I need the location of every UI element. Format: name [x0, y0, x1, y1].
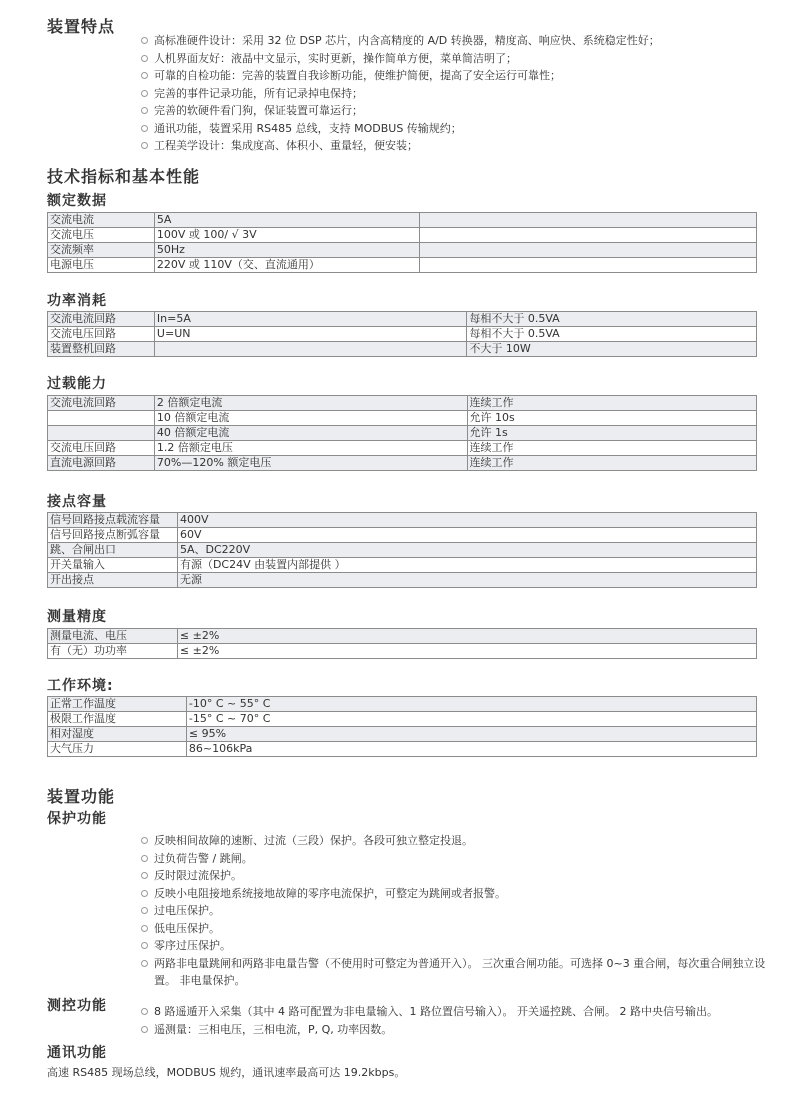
- environment-row: [48, 697, 757, 712]
- overload-cell: 允许 1s: [467, 426, 757, 441]
- rated-cell: 5A: [154, 213, 419, 228]
- protection-item: 反映小电阻接地系统接地故障的零序电流保护，可整定为跳闸或者报警。: [140, 885, 778, 903]
- contact-cell: 60V: [177, 528, 756, 543]
- contact-cell: 400V: [177, 513, 756, 528]
- rated-cell: 交流频率: [48, 243, 155, 258]
- communication-text: 高速 RS485 现场总线，MODBUS 规约，通讯速率最高可达 19.2kbps。: [47, 1066, 406, 1079]
- accuracy-row: [48, 644, 757, 659]
- environment-cell: 极限工作温度: [48, 712, 187, 727]
- environment-row: [48, 742, 757, 757]
- accuracy-table: [47, 628, 757, 659]
- accuracy-cell: ≤ ±2%: [177, 629, 756, 644]
- accuracy-cell: 测量电流、电压: [48, 629, 178, 644]
- environment-cell: 86~106kPa: [186, 742, 756, 757]
- overload-cell: 连续工作: [467, 441, 757, 456]
- rated-row: [48, 243, 757, 258]
- contact-row: [48, 573, 757, 588]
- rated-cell: 交流电流: [48, 213, 155, 228]
- environment-table: [47, 696, 757, 757]
- environment-cell: -15° C ~ 70° C: [186, 712, 756, 727]
- overload-cell: 70%—120% 额定电压: [154, 456, 467, 471]
- rated-cell: [419, 228, 756, 243]
- overload-cell: [48, 411, 155, 426]
- power-cell: In=5A: [154, 312, 466, 327]
- contact-cell: 开关量输入: [48, 558, 178, 573]
- rated-row: [48, 213, 757, 228]
- features-list: [140, 32, 660, 155]
- power-cell: 装置整机回路: [48, 342, 155, 357]
- overload-cell: 1.2 倍额定电压: [154, 441, 467, 456]
- power-cell: 不大于 10W: [467, 342, 757, 357]
- monitoring-item: 8 路遥遁开入采集（其中 4 路可配置为非电量输入、1 路位置信号输入）。 开关遥控跳、合闸。 2 路中央信号输出。: [140, 1003, 718, 1021]
- protection-item: 反时限过流保护。: [140, 867, 778, 885]
- rated-heading: 额定数据: [47, 193, 107, 209]
- feature-item: 可靠的自检功能：完善的装置自我诊断功能，使维护简便，提高了安全运行可靠性；: [140, 67, 660, 85]
- rated-cell: 220V 或 110V（交、直流通用）: [154, 258, 419, 273]
- communication-heading: 通讯功能: [47, 1045, 107, 1061]
- monitoring-list: [140, 1003, 718, 1038]
- environment-cell: 大气压力: [48, 742, 187, 757]
- feature-item: 高标准硬件设计：采用 32 位 DSP 芯片，内含高精度的 A/D 转换器，精度高、响应快、系统稳定性好；: [140, 32, 660, 50]
- rated-row: [48, 228, 757, 243]
- overload-row: [48, 426, 757, 441]
- contact-row: [48, 543, 757, 558]
- protection-item: 过负荷告警 / 跳闸。: [140, 850, 778, 868]
- power-cell: 交流电压回路: [48, 327, 155, 342]
- rated-cell: 50Hz: [154, 243, 419, 258]
- power-row: [48, 312, 757, 327]
- overload-cell: 10 倍额定电流: [154, 411, 467, 426]
- protection-item: 过电压保护。: [140, 902, 778, 920]
- overload-cell: 连续工作: [467, 456, 757, 471]
- power-cell: 每相不大于 0.5VA: [467, 312, 757, 327]
- rated-cell: 电源电压: [48, 258, 155, 273]
- contact-cell: 信号回路接点载流容量: [48, 513, 178, 528]
- contact-heading: 接点容量: [47, 494, 107, 510]
- feature-item: 通讯功能，装置采用 RS485 总线，支持 MODBUS 传输规约；: [140, 120, 660, 138]
- overload-heading: 过载能力: [47, 376, 107, 392]
- contact-cell: 无源: [177, 573, 756, 588]
- overload-cell: 允许 10s: [467, 411, 757, 426]
- overload-cell: 交流电压回路: [48, 441, 155, 456]
- protection-item: 低电压保护。: [140, 920, 778, 938]
- protection-item: 零序过压保护。: [140, 937, 778, 955]
- power-table: [47, 311, 757, 357]
- environment-cell: 正常工作温度: [48, 697, 187, 712]
- environment-row: [48, 712, 757, 727]
- accuracy-cell: ≤ ±2%: [177, 644, 756, 659]
- feature-item: 完善的软硬件看门狗，保证装置可靠运行；: [140, 102, 660, 120]
- rated-cell: [419, 243, 756, 258]
- feature-item: 完善的事件记录功能，所有记录掉电保持；: [140, 85, 660, 103]
- environment-cell: 相对湿度: [48, 727, 187, 742]
- overload-cell: 40 倍额定电流: [154, 426, 467, 441]
- contact-row: [48, 528, 757, 543]
- monitoring-item: 遥测量：三相电压，三相电流，P, Q, 功率因数。: [140, 1021, 718, 1039]
- specs-heading: 技术指标和基本性能: [47, 167, 201, 186]
- contact-cell: 跳、合闸出口: [48, 543, 178, 558]
- features-heading: 装置特点: [47, 17, 116, 36]
- contact-table: [47, 512, 757, 588]
- power-cell: U=UN: [154, 327, 466, 342]
- overload-cell: 2 倍额定电流: [154, 396, 467, 411]
- accuracy-heading: 测量精度: [47, 609, 107, 625]
- contact-cell: 有源（DC24V 由装置内部提供 ）: [177, 558, 756, 573]
- environment-cell: ≤ 95%: [186, 727, 756, 742]
- protection-item: 两路非电量跳闸和两路非电量告警（不使用时可整定为普通开入）。 三次重合闸功能。可选择 0~3 重合闸，每次重合闸独立设置。 非电量保护。: [140, 955, 778, 990]
- environment-row: [48, 727, 757, 742]
- power-row: [48, 327, 757, 342]
- overload-cell: 连续工作: [467, 396, 757, 411]
- rated-cell: 100V 或 100/ √ 3V: [154, 228, 419, 243]
- contact-row: [48, 513, 757, 528]
- functions-heading: 装置功能: [47, 787, 116, 806]
- accuracy-cell: 有（无）功功率: [48, 644, 178, 659]
- rated-cell: [419, 213, 756, 228]
- rated-table: [47, 212, 757, 273]
- feature-item: 工程美学设计：集成度高、体积小、重量轻，便安装；: [140, 137, 660, 155]
- overload-row: [48, 441, 757, 456]
- protection-list: [140, 832, 778, 990]
- rated-cell: [419, 258, 756, 273]
- contact-row: [48, 558, 757, 573]
- protection-item: 反映相间故障的速断、过流（三段）保护。各段可独立整定投退。: [140, 832, 778, 850]
- rated-row: [48, 258, 757, 273]
- contact-cell: 开出接点: [48, 573, 178, 588]
- power-heading: 功率消耗: [47, 293, 107, 309]
- rated-cell: 交流电压: [48, 228, 155, 243]
- power-row: [48, 342, 757, 357]
- power-cell: 每相不大于 0.5VA: [467, 327, 757, 342]
- overload-table: [47, 395, 757, 471]
- accuracy-row: [48, 629, 757, 644]
- overload-row: [48, 456, 757, 471]
- overload-row: [48, 396, 757, 411]
- feature-item: 人机界面友好：液晶中文显示，实时更新，操作简单方便，菜单简洁明了；: [140, 50, 660, 68]
- contact-cell: 5A、DC220V: [177, 543, 756, 558]
- overload-cell: [48, 426, 155, 441]
- power-cell: 交流电流回路: [48, 312, 155, 327]
- protection-heading: 保护功能: [47, 811, 107, 827]
- environment-heading: 工作环境:: [47, 678, 114, 694]
- environment-cell: -10° C ~ 55° C: [186, 697, 756, 712]
- contact-cell: 信号回路接点断弧容量: [48, 528, 178, 543]
- overload-cell: 交流电流回路: [48, 396, 155, 411]
- power-cell: [154, 342, 466, 357]
- overload-cell: 直流电源回路: [48, 456, 155, 471]
- overload-row: [48, 411, 757, 426]
- monitoring-heading: 测控功能: [47, 998, 107, 1014]
